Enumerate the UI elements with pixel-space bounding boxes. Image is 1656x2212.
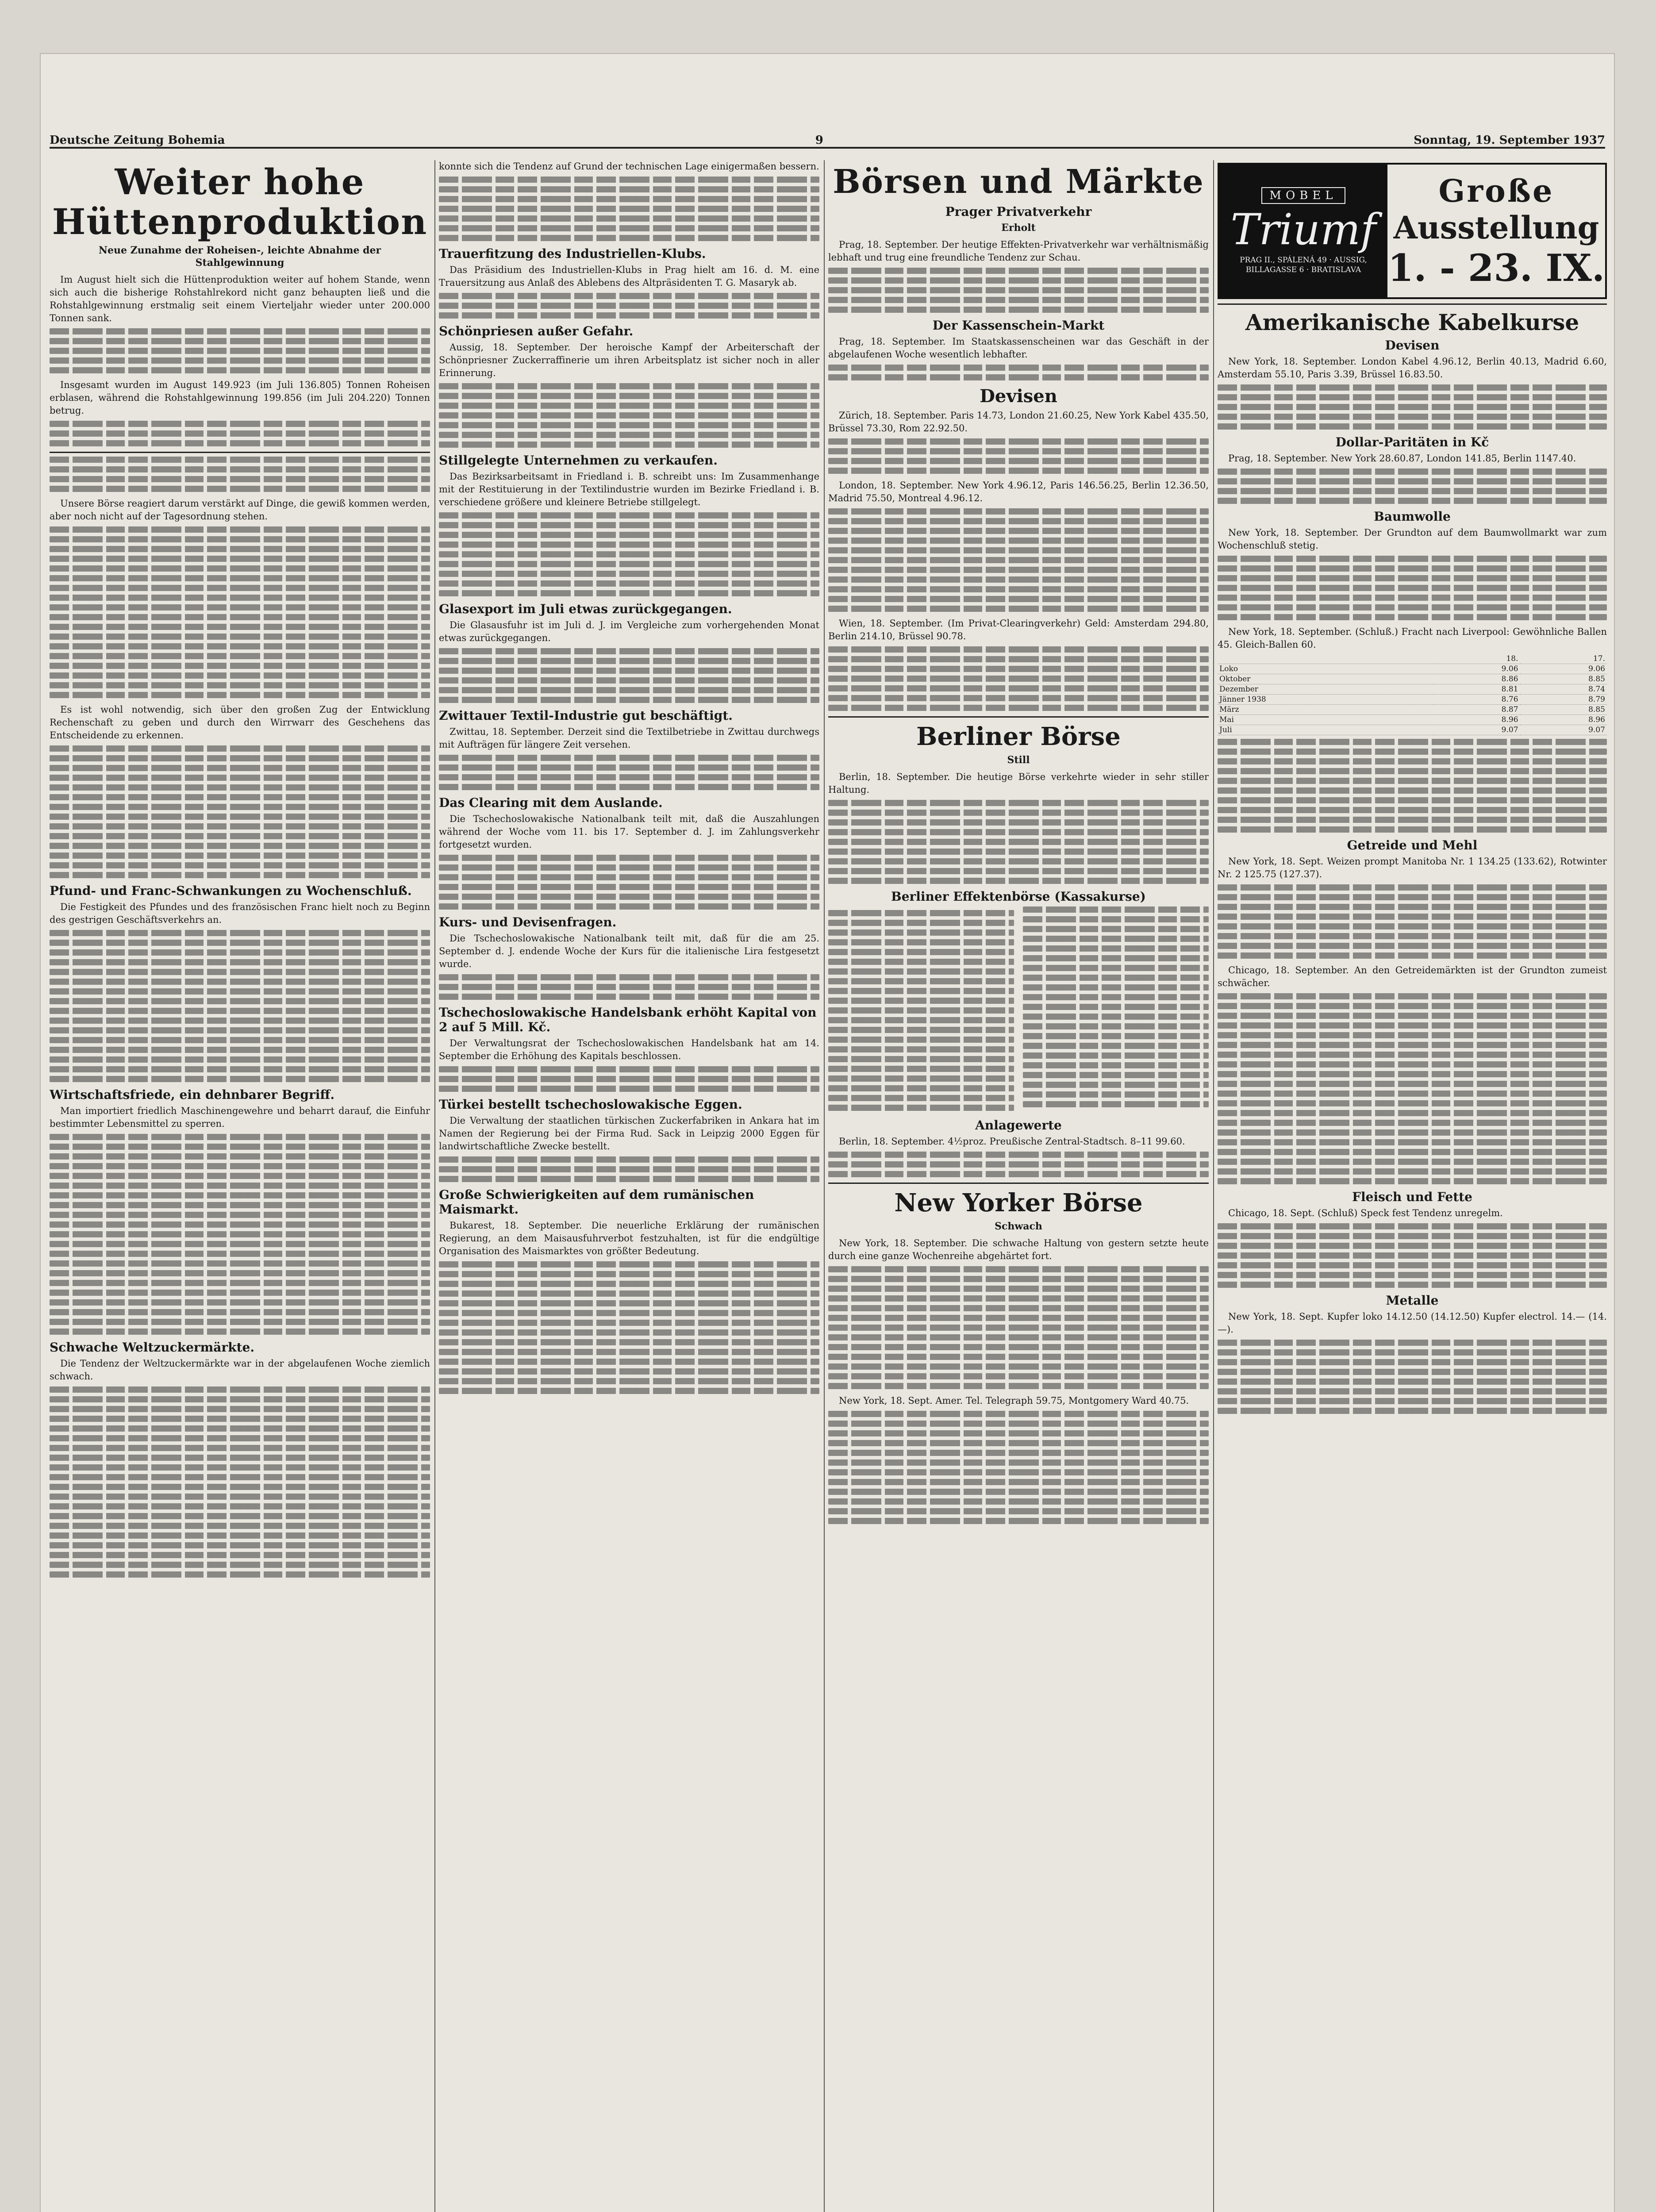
section-heading: Berliner Effektenbörse (Kassakurse) [891, 889, 1146, 904]
table-cell: 8.85 [1520, 674, 1607, 684]
market-report: London, 18. September. New York 4.96.12, Paris 146.56.25, Berlin 12.36.50, Madrid 75.50, Montreal 4.96.12. [828, 480, 1209, 503]
table-cell: 9.06 [1433, 664, 1520, 674]
text-block [50, 1134, 430, 1335]
market-report: Chicago, 18. Sept. (Schluß) Speck fest Tendenz unregelm. [1228, 1208, 1503, 1218]
table-cell: 8.76 [1433, 695, 1520, 705]
section-title: Börsen und Märkte [833, 163, 1204, 201]
table-cell: 9.06 [1520, 664, 1607, 674]
text-block [828, 1266, 1209, 1389]
section-heading: Türkei bestellt tschechoslowakische Eggen. [439, 1097, 742, 1112]
advertisement [1218, 163, 1607, 299]
market-report: New York, 18. September. Der Grundton auf dem Baumwollmarkt war zum Wochenschluß stetig. [1218, 527, 1607, 551]
section-heading: Fleisch und Fette [1352, 1190, 1472, 1204]
text-block [1218, 1340, 1607, 1414]
text-block [439, 1156, 819, 1182]
table-row [1218, 664, 1607, 674]
table-cell: 8.74 [1520, 684, 1607, 695]
article-paragraph: Das Präsidium des Industriellen-Klubs in Prag hielt am 16. d. M. eine Trauersitzung aus Anlaß des Ablebens des Altpräsidenten T. G. Masaryk ab. [439, 265, 819, 288]
text-block [1218, 884, 1607, 959]
article-paragraph: Die Festigkeit des Pfundes und des französischen Franc hielt noch zu Beginn des gestrigen Geschäftsverkehrs an. [50, 902, 430, 925]
tendency-label: Still [1007, 754, 1030, 766]
section-heading: Wirtschaftsfriede, ein dehnbarer Begriff. [50, 1087, 335, 1102]
quote-table [828, 906, 1209, 1113]
text-block [828, 438, 1209, 474]
ad-dates: 1. - 23. IX. [1387, 246, 1605, 290]
table-header-cell [1218, 654, 1433, 664]
section-heading: Getreide und Mehl [1347, 838, 1478, 853]
section-heading: Stillgelegte Unternehmen zu verkaufen. [439, 453, 718, 468]
market-report: Wien, 18. September. (Im Privat-Clearingverkehr) Geld: Amsterdam 294.80, Berlin 214.10, Brüssel 90.78. [828, 618, 1209, 641]
section-heading: New Yorker Börse [894, 1188, 1143, 1217]
text-block [1218, 1223, 1607, 1288]
table-cell: 8.79 [1520, 695, 1607, 705]
section-heading: Metalle [1386, 1293, 1439, 1308]
article-paragraph: Man importiert friedlich Maschinengewehre und beharrt darauf, die Einfuhr bestimmter Lebensmittel zu sperren. [50, 1106, 430, 1129]
article-paragraph: Die Glasausfuhr ist im Juli d. J. im Vergleiche zum vorhergehenden Monat etwas zurückgegangen. [439, 620, 819, 643]
section-heading: Anlagewerte [975, 1118, 1062, 1133]
text-block [50, 421, 430, 446]
table-row [1218, 695, 1607, 705]
market-report: Chicago, 18. September. An den Getreidemärkten ist der Grundton zumeist schwächer. [1218, 965, 1607, 988]
text-block [1218, 556, 1607, 620]
text-block [1218, 739, 1607, 833]
section-heading: Devisen [1385, 338, 1440, 353]
section-title: Amerikanische Kabelkurse [1245, 309, 1579, 335]
column-divider [1213, 160, 1214, 2212]
text-block [50, 526, 430, 698]
table-cell: Oktober [1218, 674, 1433, 684]
text-block [439, 1261, 819, 1394]
text-block [50, 1386, 430, 1578]
page-number: 9 [815, 134, 823, 147]
tendency-label: Schwach [995, 1221, 1042, 1232]
text-block [50, 328, 430, 373]
table-cell: Mai [1218, 715, 1433, 725]
table-cell: 8.96 [1520, 715, 1607, 725]
text-block [50, 745, 430, 878]
column-divider [434, 160, 435, 2212]
market-report: New York, 18. September. (Schluß.) Fracht nach Liverpool: Gewöhnliche Ballen 45. Gleich-Ballen 60. [1218, 626, 1607, 650]
issue-date: Sonntag, 19. September 1937 [1414, 134, 1605, 147]
article-paragraph: Der Verwaltungsrat der Tschechoslowakischen Handelsbank hat am 14. September die Erhöhung des Kapitals beschlossen. [439, 1038, 819, 1061]
table-cell: 8.85 [1520, 705, 1607, 715]
market-report: Prag, 18. September. Der heutige Effekten-Privatverkehr war verhältnismäßig lebhaft und trug eine freundliche Tendenz zur Schau. [828, 239, 1209, 263]
section-heading: Glasexport im Juli etwas zurückgegangen. [439, 602, 732, 616]
section-heading: Devisen [980, 386, 1057, 407]
ad-brand-top: MOBEL [1261, 187, 1345, 204]
text-block [439, 512, 819, 596]
table-cell: Juli [1218, 725, 1433, 735]
table-header-row [1218, 654, 1607, 664]
article-deck: Neue Zunahme der Roheisen-, leichte Abnahme der Stahlgewinnung [98, 245, 381, 269]
section-subtitle: Prager Privatverkehr [945, 204, 1092, 219]
column-1 [50, 160, 430, 2212]
text-block [1218, 993, 1607, 1184]
table-cell: 8.96 [1433, 715, 1520, 725]
market-report: Berlin, 18. September. Die heutige Börse verkehrte wieder in sehr stiller Haltung. [828, 772, 1209, 795]
text-block [1218, 469, 1607, 504]
table-cell: Dezember [1218, 684, 1433, 695]
article-paragraph: Unsere Börse reagiert darum verstärkt auf Dinge, die gewiß kommen werden, aber noch nicht auf der Tagesordnung stehen. [50, 498, 430, 522]
text-block [439, 648, 819, 703]
column-4 [1218, 160, 1607, 2212]
market-report: Zürich, 18. September. Paris 14.73, London 21.60.25, New York Kabel 435.50, Brüssel 73.30, Rom 22.92.50. [828, 410, 1209, 434]
column-3 [828, 160, 1209, 2212]
article-paragraph: Im August hielt sich die Hüttenproduktion weiter auf hohem Stande, wenn sich auch die bisherige Rohstahlrekord nicht ganz behaupten ließ und die Rohstahlgewinnung erstmalig seit einem Vierteljahr wieder unter 200.000 Tonnen sank. [50, 274, 430, 323]
table-cell: 9.07 [1433, 725, 1520, 735]
section-heading: Tschechoslowakische Handelsbank erhöht Kapital von 2 auf 5 Mill. Kč. [439, 1005, 817, 1034]
text-block [439, 383, 819, 448]
market-report: New York, 18. September. London Kabel 4.96.12, Berlin 40.13, Madrid 6.60, Amsterdam 55.10, Paris 3.39, Brüssel 16.83.50. [1218, 356, 1607, 380]
section-heading: Kurs- und Devisenfragen. [439, 915, 617, 929]
text-block [50, 930, 430, 1082]
market-report: Prag, 18. September. Im Staatskassenscheinen war das Geschäft in der abgelaufenen Woche wesentlich lebhafter. [828, 336, 1209, 360]
section-heading: Zwittauer Textil-Industrie gut beschäftigt. [439, 708, 733, 723]
section-heading: Berliner Börse [916, 722, 1121, 751]
cotton-futures-table [1218, 654, 1607, 735]
article-paragraph: Zwittau, 18. September. Derzeit sind die Textilbetriebe in Zwittau durchwegs mit Aufträgen für längere Zeit versehen. [439, 726, 819, 750]
text-block [439, 974, 819, 1000]
table-row [1218, 674, 1607, 684]
article-headline: Weiter hohe Hüttenproduktion [52, 161, 428, 242]
section-heading: Trauerfitzung des Industriellen-Klubs. [439, 246, 706, 261]
ad-brand-panel [1219, 165, 1387, 297]
section-heading: Baumwolle [1374, 509, 1451, 524]
section-heading: Pfund- und Franc-Schwankungen zu Wochenschluß. [50, 883, 412, 898]
table-cell: 8.86 [1433, 674, 1520, 684]
table-cell: März [1218, 705, 1433, 715]
newspaper-page [40, 53, 1615, 2212]
ad-line-1: Große [1438, 172, 1554, 209]
table-header-cell: 18. [1433, 654, 1520, 664]
text-block [828, 268, 1209, 313]
column-2 [439, 160, 819, 2212]
article-paragraph: Bukarest, 18. September. Die neuerliche Erklärung der rumänischen Regierung, an dem Maisausfuhrverbot festzuhalten, ist für die endgültige Organisation des Maismarktes von größter Bedeutung. [439, 1220, 819, 1256]
article-paragraph: Die Verwaltung der staatlichen türkischen Zuckerfabriken in Ankara hat im Namen der Regierung bei der Firma Rud. Sack in Leipzig 2000 Eggen für landwirtschaftliche Zwecke bestellt. [439, 1115, 819, 1152]
text-block [439, 1066, 819, 1092]
table-cell: Jänner 1938 [1218, 695, 1433, 705]
article-paragraph: konnte sich die Tendenz auf Grund der technischen Lage einigermaßen bessern. [439, 161, 819, 172]
section-heading: Das Clearing mit dem Auslande. [439, 795, 663, 810]
section-heading: Große Schwierigkeiten auf dem rumänischen Maismarkt. [439, 1187, 754, 1217]
market-report: Berlin, 18. September. 4½proz. Preußische Zentral-Stadtsch. 8–11 99.60. [839, 1136, 1185, 1147]
market-report: Prag, 18. September. New York 28.60.87, London 141.85, Berlin 1147.40. [1228, 453, 1576, 464]
table-row [1218, 715, 1607, 725]
market-report: New York, 18. Sept. Weizen prompt Manitoba Nr. 1 134.25 (133.62), Rotwinter Nr. 2 125.75 (127.37). [1218, 856, 1607, 879]
text-block [828, 508, 1209, 612]
section-heading: Schönpriesen außer Gefahr. [439, 324, 634, 338]
text-block [828, 1152, 1209, 1177]
text-block [828, 365, 1209, 380]
text-block [50, 457, 430, 492]
article-paragraph: Es ist wohl notwendig, sich über den großen Zug der Entwicklung Rechenschaft zu geben und durch den Wirrwarr des Geschehens das Entscheidende zu erkennen. [50, 704, 430, 741]
section-heading: Der Kassenschein-Markt [932, 318, 1105, 333]
tendency-label: Erholt [1001, 222, 1036, 234]
article-paragraph: Die Tschechoslowakische Nationalbank teilt mit, daß für die am 25. September d. J. endende Woche der Kurs für die italienische Lira festgesetzt wurde. [439, 933, 819, 969]
table-cell: 8.81 [1433, 684, 1520, 695]
text-block [828, 646, 1209, 711]
page-header [50, 120, 1605, 149]
text-block [828, 800, 1209, 884]
ad-brand-logo: Triumf [1230, 205, 1376, 254]
table-row [1218, 684, 1607, 695]
text-block [439, 293, 819, 319]
market-report: New York, 18. Sept. Amer. Tel. Telegraph 59.75, Montgomery Ward 40.75. [839, 1395, 1189, 1406]
text-block [828, 1411, 1209, 1524]
article-paragraph: Insgesamt wurden im August 149.923 (im Juli 136.805) Tonnen Roheisen erblasen, während die Rohstahlgewinnung 199.856 (im Juli 204.220) Tonnen betrug. [50, 380, 430, 416]
article-paragraph: Das Bezirksarbeitsamt in Friedland i. B. schreibt uns: Im Zusammenhange mit der Restituierung in der Textilindustrie wurden im Bezirke Friedland i. B. verschiedene größere und kleinere Betriebe stillgelegt. [439, 471, 819, 507]
text-block [439, 855, 819, 910]
text-block [439, 755, 819, 790]
table-row [1218, 705, 1607, 715]
column-divider [824, 160, 825, 2212]
ad-address: PRAG II., SPÁLENÁ 49 · AUSSIG, BILLAGASSE 6 · BRATISLAVA [1240, 256, 1367, 274]
ad-line-2: Ausstellung [1393, 209, 1599, 246]
newspaper-name: Deutsche Zeitung Bohemia [50, 134, 225, 147]
section-heading: Schwache Weltzuckermärkte. [50, 1340, 255, 1355]
table-row [1218, 725, 1607, 735]
ad-message-panel [1387, 165, 1605, 297]
article-paragraph: Die Tendenz der Weltzuckermärkte war in der abgelaufenen Woche ziemlich schwach. [50, 1358, 430, 1382]
table-header-cell: 17. [1520, 654, 1607, 664]
text-block [439, 177, 819, 241]
text-block [1218, 384, 1607, 430]
market-report: New York, 18. September. Die schwache Haltung von gestern setzte heute durch eine ganze Wochenreihe abgehärtet fort. [828, 1238, 1209, 1261]
table-cell: 8.87 [1433, 705, 1520, 715]
article-paragraph: Die Tschechoslowakische Nationalbank teilt mit, daß die Auszahlungen während der Woche vom 11. bis 17. September d. J. im Zahlungsverkehr fortgesetzt wurden. [439, 814, 819, 850]
article-paragraph: Aussig, 18. September. Der heroische Kampf der Arbeiterschaft der Schönpriesner Zuckerraffinerie um ihren Arbeitsplatz ist sicher noch in aller Erinnerung. [439, 342, 819, 378]
market-report: New York, 18. Sept. Kupfer loko 14.12.50 (14.12.50) Kupfer electrol. 14.— (14.—). [1218, 1311, 1607, 1335]
table-cell: Loko [1218, 664, 1433, 674]
table-cell: 9.07 [1520, 725, 1607, 735]
section-heading: Dollar-Paritäten in Kč [1335, 435, 1489, 449]
